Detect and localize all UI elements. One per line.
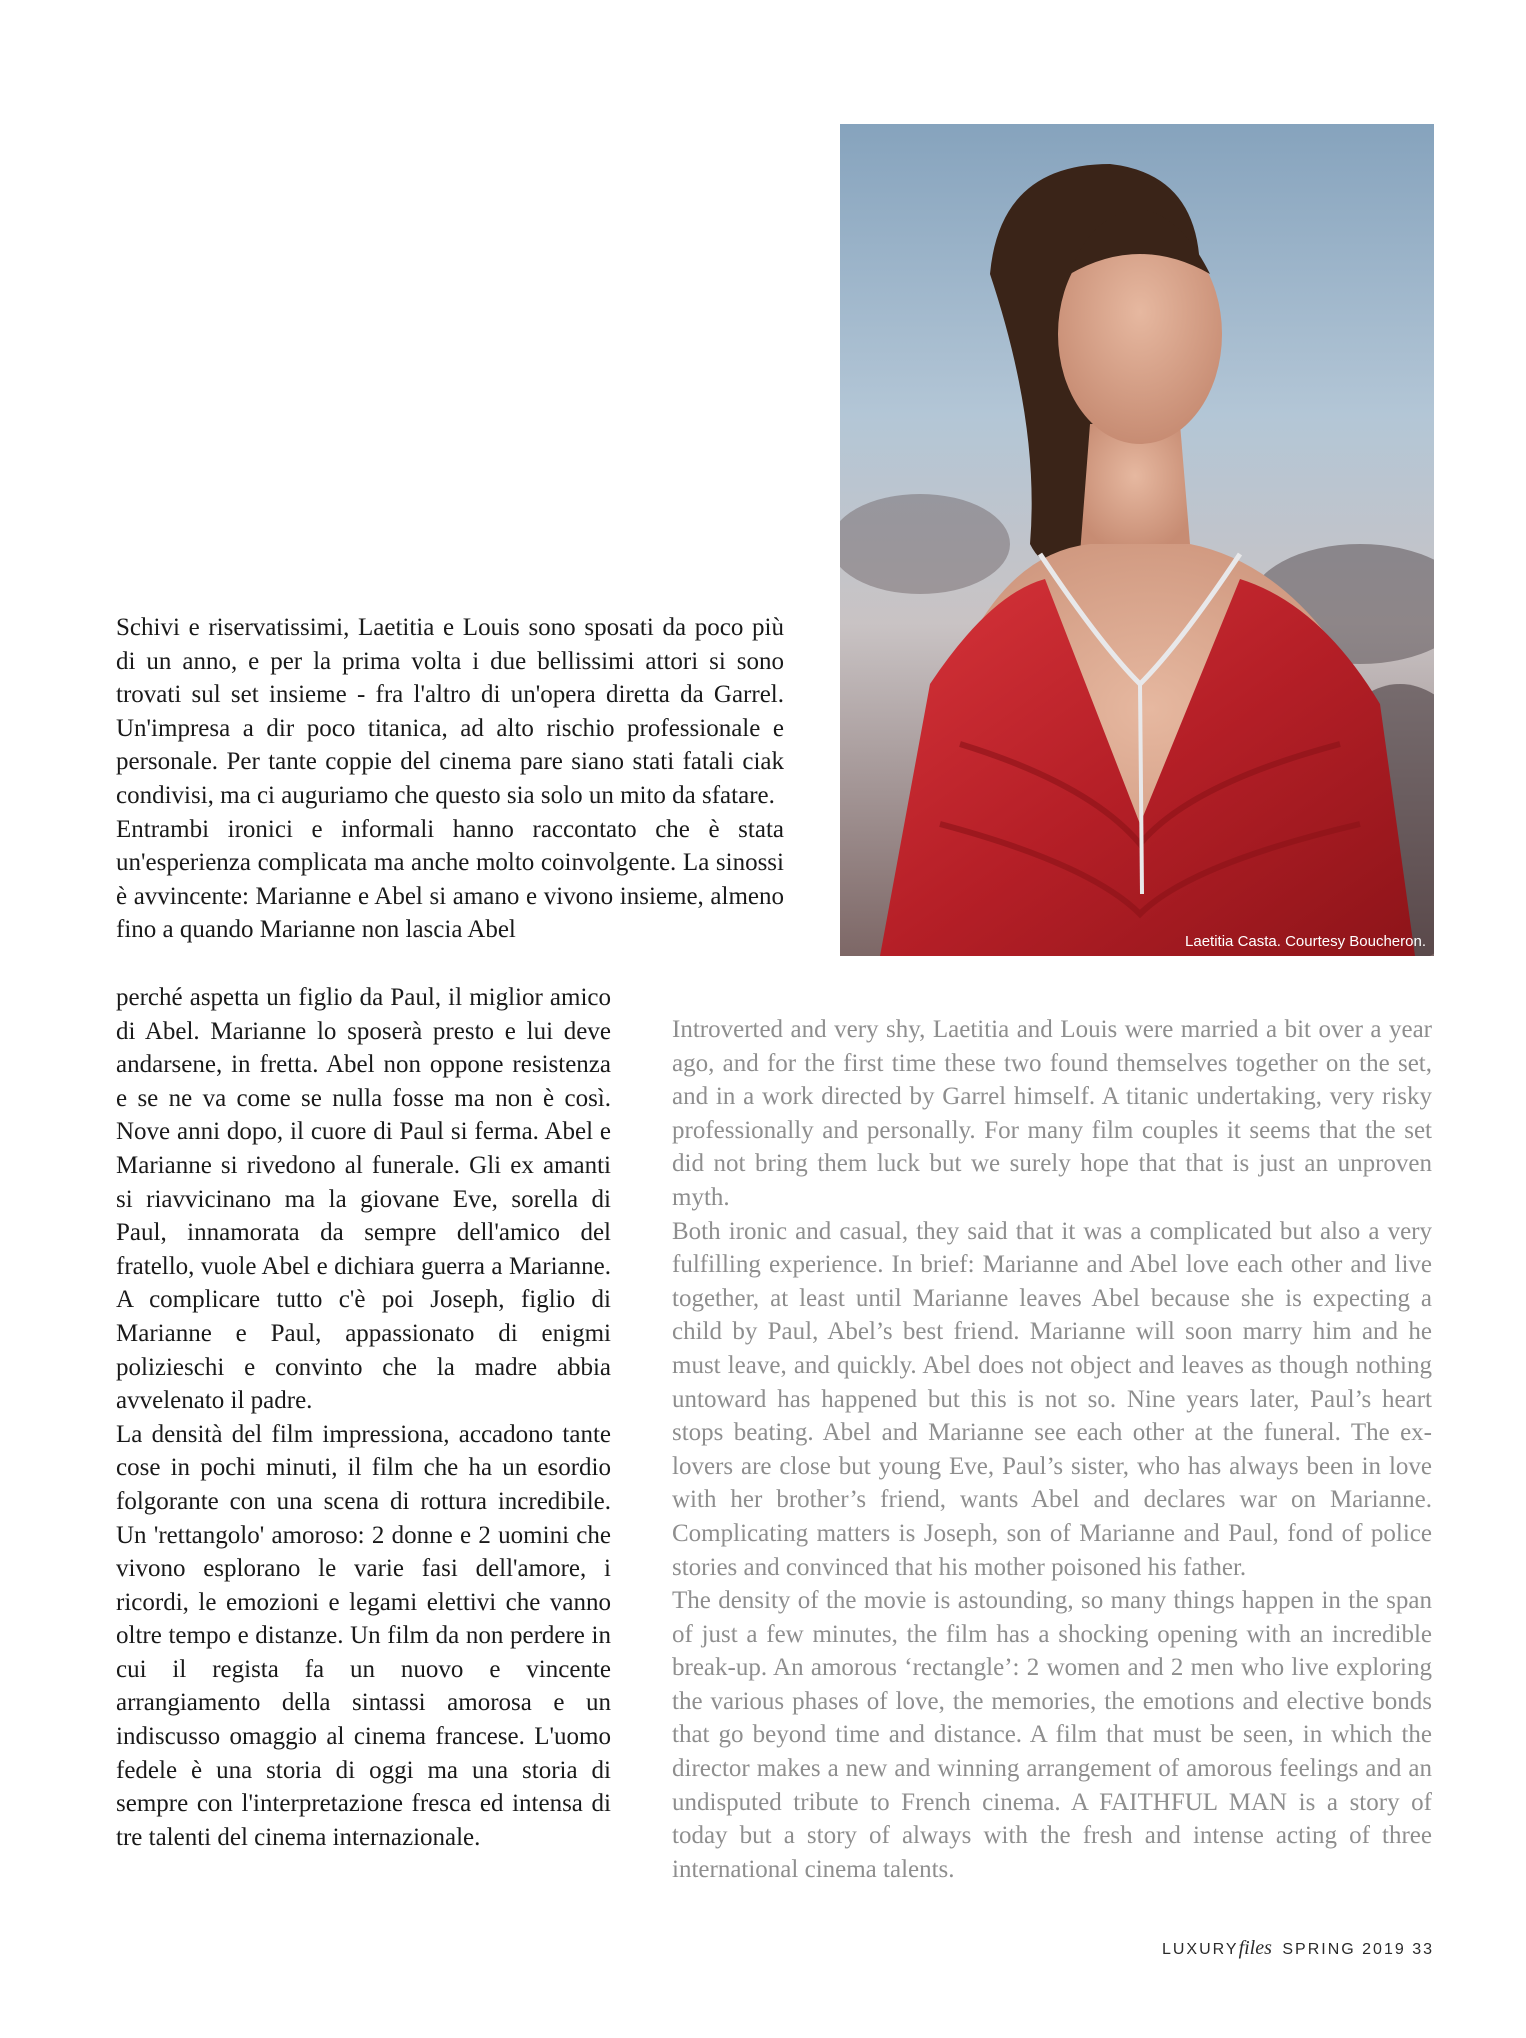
italian-text-upper [116,611,784,947]
footer-brand-luxury: LUXURY [1161,1941,1239,1958]
footer-brand-files: files [1238,1937,1272,1959]
english-paragraph-2: Both ironic and casual, they said that it was a complicated but also a very fulfilling experience. In brief: Marianne and Abel love each other and live together, at least until Marianne leaves Abel because she is expecting a child by Paul, Abel’s best friend. Marianne will soon marry him and he must leave, and quickly. Abel does not object and leaves as though nothing untoward has happened but this is not so. Nine years later, Paul’s heart stops beating. Abel and Marianne see each other at the funeral. The ex-lovers are close but young Eve, Paul’s sister, who has always been in love with her brother’s friend, wants Abel and declares war on Marianne. Complicating matters is Joseph, son of Marianne and Paul, fond of police stories and convinced that his mother poisoned his father. [672,1217,1432,1581]
italian-paragraph-2-end: perché aspetta un figlio da Paul, il miglior amico di Abel. Marianne lo sposerà presto e lui deve andarsene, in fretta. Abel non oppone resistenza e se ne va come se nulla fosse ma non è così. Nove anni dopo, il cuore di Paul si ferma. Abel e Marianne si rivedono al funerale. Gli ex amanti si riavvicinano ma la giovane Eve, sorella di Paul, innamorata da sempre dell'amico del fratello, vuole Abel e dichiara guerra a Marianne. A complicare tutto c'è poi Joseph, figlio di Marianne e Paul, appassionato di enigmi polizieschi e convinto che la madre abbia avvelenato il padre. [116,984,611,1415]
italian-paragraph-2-start: Entrambi ironici e informali hanno raccontato che è stata un'esperienza complicata ma anche molto coinvolgente. La sinossi è avvincente: Marianne e Abel si amano e vivono insieme, almeno fino a quando Marianne non lascia Abel [116,815,784,944]
portrait-photo [840,124,1434,956]
portrait-illustration [840,124,1434,956]
english-text [672,1013,1432,1886]
italian-text-lower [116,981,611,1854]
english-paragraph-3: The density of the movie is astounding, so many things happen in the span of just a few minutes, the film has a shocking opening with an incredible break-up. An amorous ‘rectangle’: 2 women and 2 men who live exploring the various phases of love, the memories, the emotions and elective bonds that go beyond time and distance. A film that must be seen, in which the director makes a new and winning arrangement of amorous feelings and an undisputed tribute to French cinema. A FAITHFUL MAN is a story of today but a story of always with the fresh and intense acting of three international cinema talents. [672,1587,1432,1883]
footer-issue: SPRING 2019 [1282,1941,1406,1958]
page-footer [1162,1937,1434,1960]
italian-paragraph-3: La densità del film impressiona, accadono tante cose in pochi minuti, il film che ha un esordio folgorante con una scena di rottura incredibile. Un 'rettangolo' amoroso: 2 donne e 2 uomini che vivono esplorano le varie fasi dell'amore, i ricordi, le emozioni e legami elettivi che vanno oltre tempo e distanze. Un film da non perdere in cui il regista fa un nuovo e vincente arrangiamento della sintassi amorosa e un indiscusso omaggio al cinema francese. L'uomo fedele è una storia di oggi ma una storia di sempre con l'interpretazione fresca ed intensa di tre talenti del cinema internazionale. [116,1420,611,1851]
photo-caption: Laetitia Casta. Courtesy Boucheron. [1185,933,1426,950]
footer-page-number: 33 [1412,1941,1434,1958]
english-paragraph-1: Introverted and very shy, Laetitia and Louis were married a bit over a year ago, and for the first time these two found themselves together on the set, and in a work directed by Garrel himself. A titanic undertaking, very risky professionally and personally. For many film couples it seems that the set did not bring them luck but we surely hope that that is just an unproven myth. [672,1016,1432,1211]
italian-paragraph-1: Schivi e riservatissimi, Laetitia e Louis sono sposati da poco più di un anno, e per la prima volta i due bellissimi attori si sono trovati sul set insieme - fra l'altro di un'opera diretta da Garrel. Un'impresa a dir poco titanica, ad alto rischio professionale e personale. Per tante coppie del cinema pare siano stati fatali ciak condivisi, ma ci auguriamo che questo sia solo un mito da sfatare. [116,614,784,809]
